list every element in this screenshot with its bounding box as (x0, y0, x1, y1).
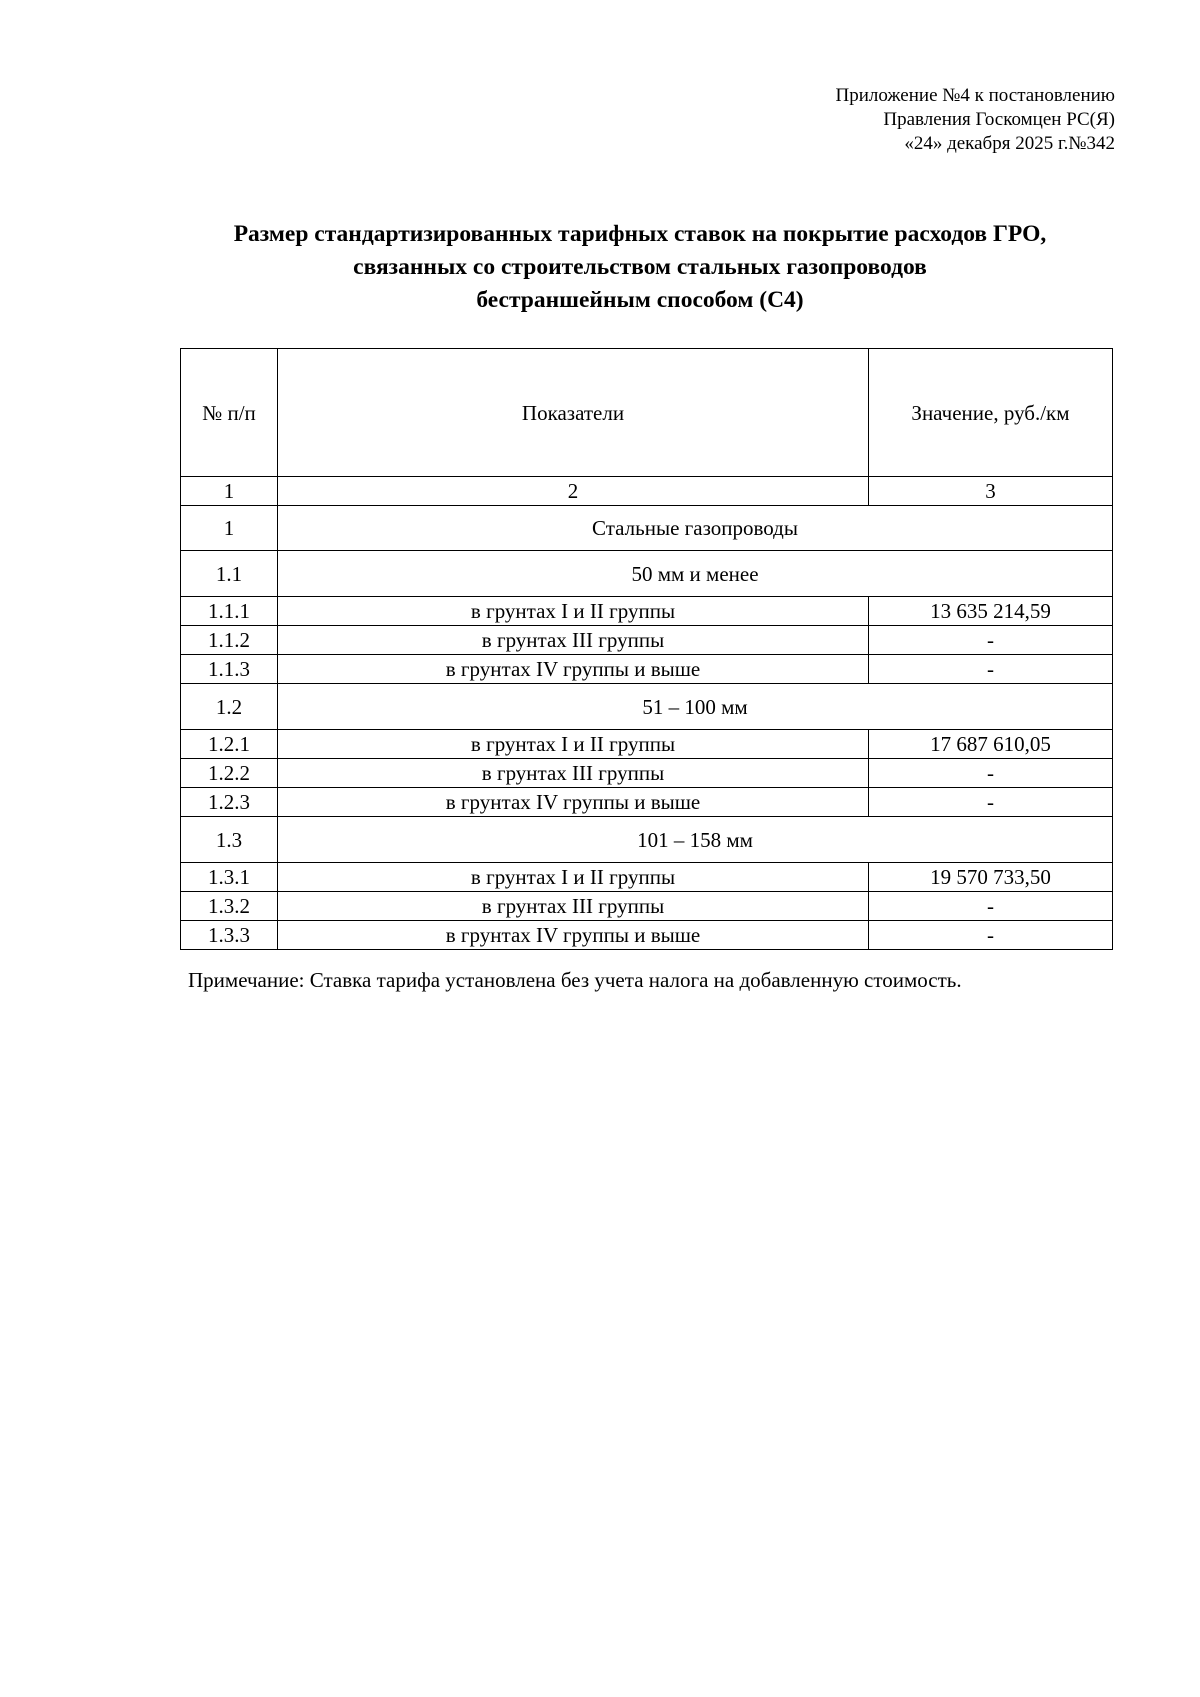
table-row (181, 921, 1113, 950)
title-line-1: Размер стандартизированных тарифных ставок на покрытие расходов ГРО, (233, 221, 1047, 247)
row-label: в грунтах IV группы и выше (278, 655, 869, 684)
table-row (181, 655, 1113, 684)
row-value: - (869, 892, 1113, 921)
group-row (181, 551, 1113, 597)
row-number: 1.3.3 (181, 921, 278, 950)
section-number: 1 (181, 506, 278, 551)
row-number: 1.1.1 (181, 597, 278, 626)
group-label: 50 мм и менее (278, 551, 1113, 597)
row-number: 1.1.2 (181, 626, 278, 655)
row-label: в грунтах I и II группы (278, 597, 869, 626)
row-value: - (869, 788, 1113, 817)
table-row (181, 759, 1113, 788)
document-title (160, 218, 1120, 317)
row-label: в грунтах I и II группы (278, 863, 869, 892)
header-cell-value: Значение, руб./км (869, 349, 1113, 477)
column-number-row (181, 477, 1113, 506)
row-number: 1.3.1 (181, 863, 278, 892)
row-value: 19 570 733,50 (869, 863, 1113, 892)
appendix-line-2: Правления Госкомцен РС(Я) (883, 109, 1115, 130)
group-number: 1.1 (181, 551, 278, 597)
row-value: 13 635 214,59 (869, 597, 1113, 626)
appendix-reference (836, 84, 1115, 156)
table-header-row (181, 349, 1113, 477)
table-row (181, 597, 1113, 626)
row-value: - (869, 626, 1113, 655)
tariff-table (180, 348, 1113, 950)
section-row (181, 506, 1113, 551)
group-row (181, 817, 1113, 863)
group-row (181, 684, 1113, 730)
row-label: в грунтах III группы (278, 759, 869, 788)
header-cell-indicators: Показатели (278, 349, 869, 477)
header-cell-number: № п/п (181, 349, 278, 477)
row-value: - (869, 921, 1113, 950)
row-label: в грунтах I и II группы (278, 730, 869, 759)
table-row (181, 863, 1113, 892)
section-label: Стальные газопроводы (278, 506, 1113, 551)
title-line-2: связанных со строительством стальных газопроводов (353, 254, 927, 280)
row-number: 1.2.3 (181, 788, 278, 817)
row-label: в грунтах IV группы и выше (278, 921, 869, 950)
row-label: в грунтах III группы (278, 892, 869, 921)
row-number: 1.2.2 (181, 759, 278, 788)
title-line-3: бестраншейным способом (С4) (476, 287, 804, 313)
row-label: в грунтах III группы (278, 626, 869, 655)
column-number-cell: 3 (869, 477, 1113, 506)
table-row (181, 892, 1113, 921)
row-value: - (869, 655, 1113, 684)
group-label: 101 – 158 мм (278, 817, 1113, 863)
column-number-cell: 2 (278, 477, 869, 506)
row-number: 1.1.3 (181, 655, 278, 684)
appendix-line-1: Приложение №4 к постановлению (835, 85, 1115, 106)
column-number-cell: 1 (181, 477, 278, 506)
row-number: 1.3.2 (181, 892, 278, 921)
table-note: Примечание: Ставка тарифа установлена без учета налога на добавленную стоимость. (188, 968, 962, 992)
group-label: 51 – 100 мм (278, 684, 1113, 730)
row-value: 17 687 610,05 (869, 730, 1113, 759)
table-row (181, 730, 1113, 759)
group-number: 1.3 (181, 817, 278, 863)
appendix-line-3: «24» декабря 2025 г.№342 (904, 133, 1115, 154)
row-value: - (869, 759, 1113, 788)
row-label: в грунтах IV группы и выше (278, 788, 869, 817)
table-row (181, 626, 1113, 655)
row-number: 1.2.1 (181, 730, 278, 759)
table-row (181, 788, 1113, 817)
group-number: 1.2 (181, 684, 278, 730)
